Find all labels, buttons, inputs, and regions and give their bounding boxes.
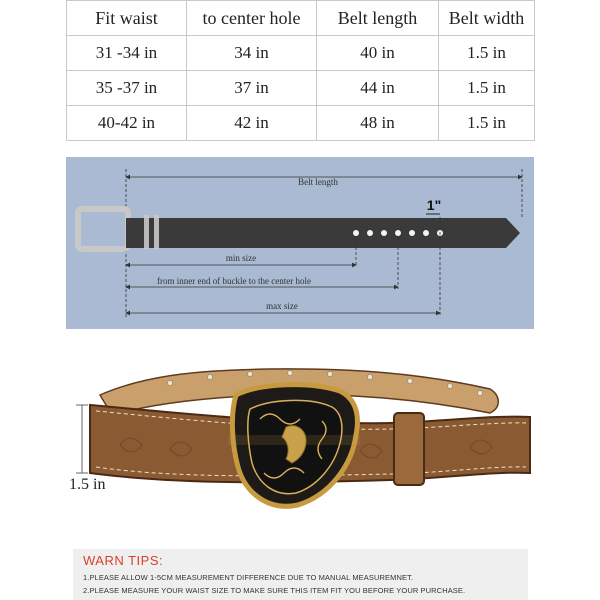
- belt-photo: [60, 355, 540, 545]
- belt-width-label: 1.5 in: [69, 476, 106, 493]
- cell-belt-width: 1.5 in: [439, 36, 535, 71]
- min-size-label: min size: [225, 253, 257, 263]
- header-center-hole: to center hole: [187, 1, 317, 36]
- belt-hole: [395, 230, 401, 236]
- table-row: [67, 71, 535, 106]
- belt-photo-svg: [60, 355, 540, 545]
- size-table: [66, 0, 535, 141]
- western-buckle: [228, 385, 360, 507]
- belt-strap: [126, 218, 520, 248]
- belt-hole: [423, 230, 429, 236]
- belt-hole: [409, 230, 415, 236]
- cell-center-hole: 37 in: [187, 71, 317, 106]
- hole-spacing-label: 1": [426, 197, 442, 213]
- cell-belt-width: 1.5 in: [439, 71, 535, 106]
- cell-fit-waist: 40-42 in: [67, 106, 187, 141]
- header-belt-length: Belt length: [317, 1, 439, 36]
- max-size-label: max size: [266, 301, 298, 311]
- warn-tip-line: 2.PLEASE MEASURE YOUR WAIST SIZE TO MAKE SURE THIS ITEM FIT YOU BEFORE YOUR PURCHASE.: [83, 586, 466, 595]
- diagram-svg: [66, 157, 534, 329]
- belt-hole: [353, 230, 359, 236]
- table-header-row: [67, 1, 535, 36]
- cell-center-hole: 34 in: [187, 36, 317, 71]
- cell-belt-length: 44 in: [317, 71, 439, 106]
- belt-hole: [367, 230, 373, 236]
- belt-keeper: [394, 413, 424, 485]
- table-row: [67, 106, 535, 141]
- cell-center-hole: 42 in: [187, 106, 317, 141]
- center-hole-label: from inner end of buckle to the center hole: [157, 276, 311, 286]
- warn-tip-line: 1.PLEASE ALLOW 1-5CM MEASUREMENT DIFFERENCE DUE TO MANUAL MEASUREMNET.: [83, 573, 414, 582]
- belt-length-label: Belt length: [298, 177, 338, 187]
- warn-tips-panel: [73, 549, 528, 600]
- warn-tips-title: WARN TIPS:: [83, 553, 164, 568]
- header-fit-waist: Fit waist: [67, 1, 187, 36]
- table-row: [67, 36, 535, 71]
- cell-fit-waist: 35 -37 in: [67, 71, 187, 106]
- cell-belt-length: 40 in: [317, 36, 439, 71]
- cell-fit-waist: 31 -34 in: [67, 36, 187, 71]
- belt-size-diagram: [66, 157, 534, 329]
- cell-belt-width: 1.5 in: [439, 106, 535, 141]
- belt-hole: [381, 230, 387, 236]
- header-belt-width: Belt width: [439, 1, 535, 36]
- cell-belt-length: 48 in: [317, 106, 439, 141]
